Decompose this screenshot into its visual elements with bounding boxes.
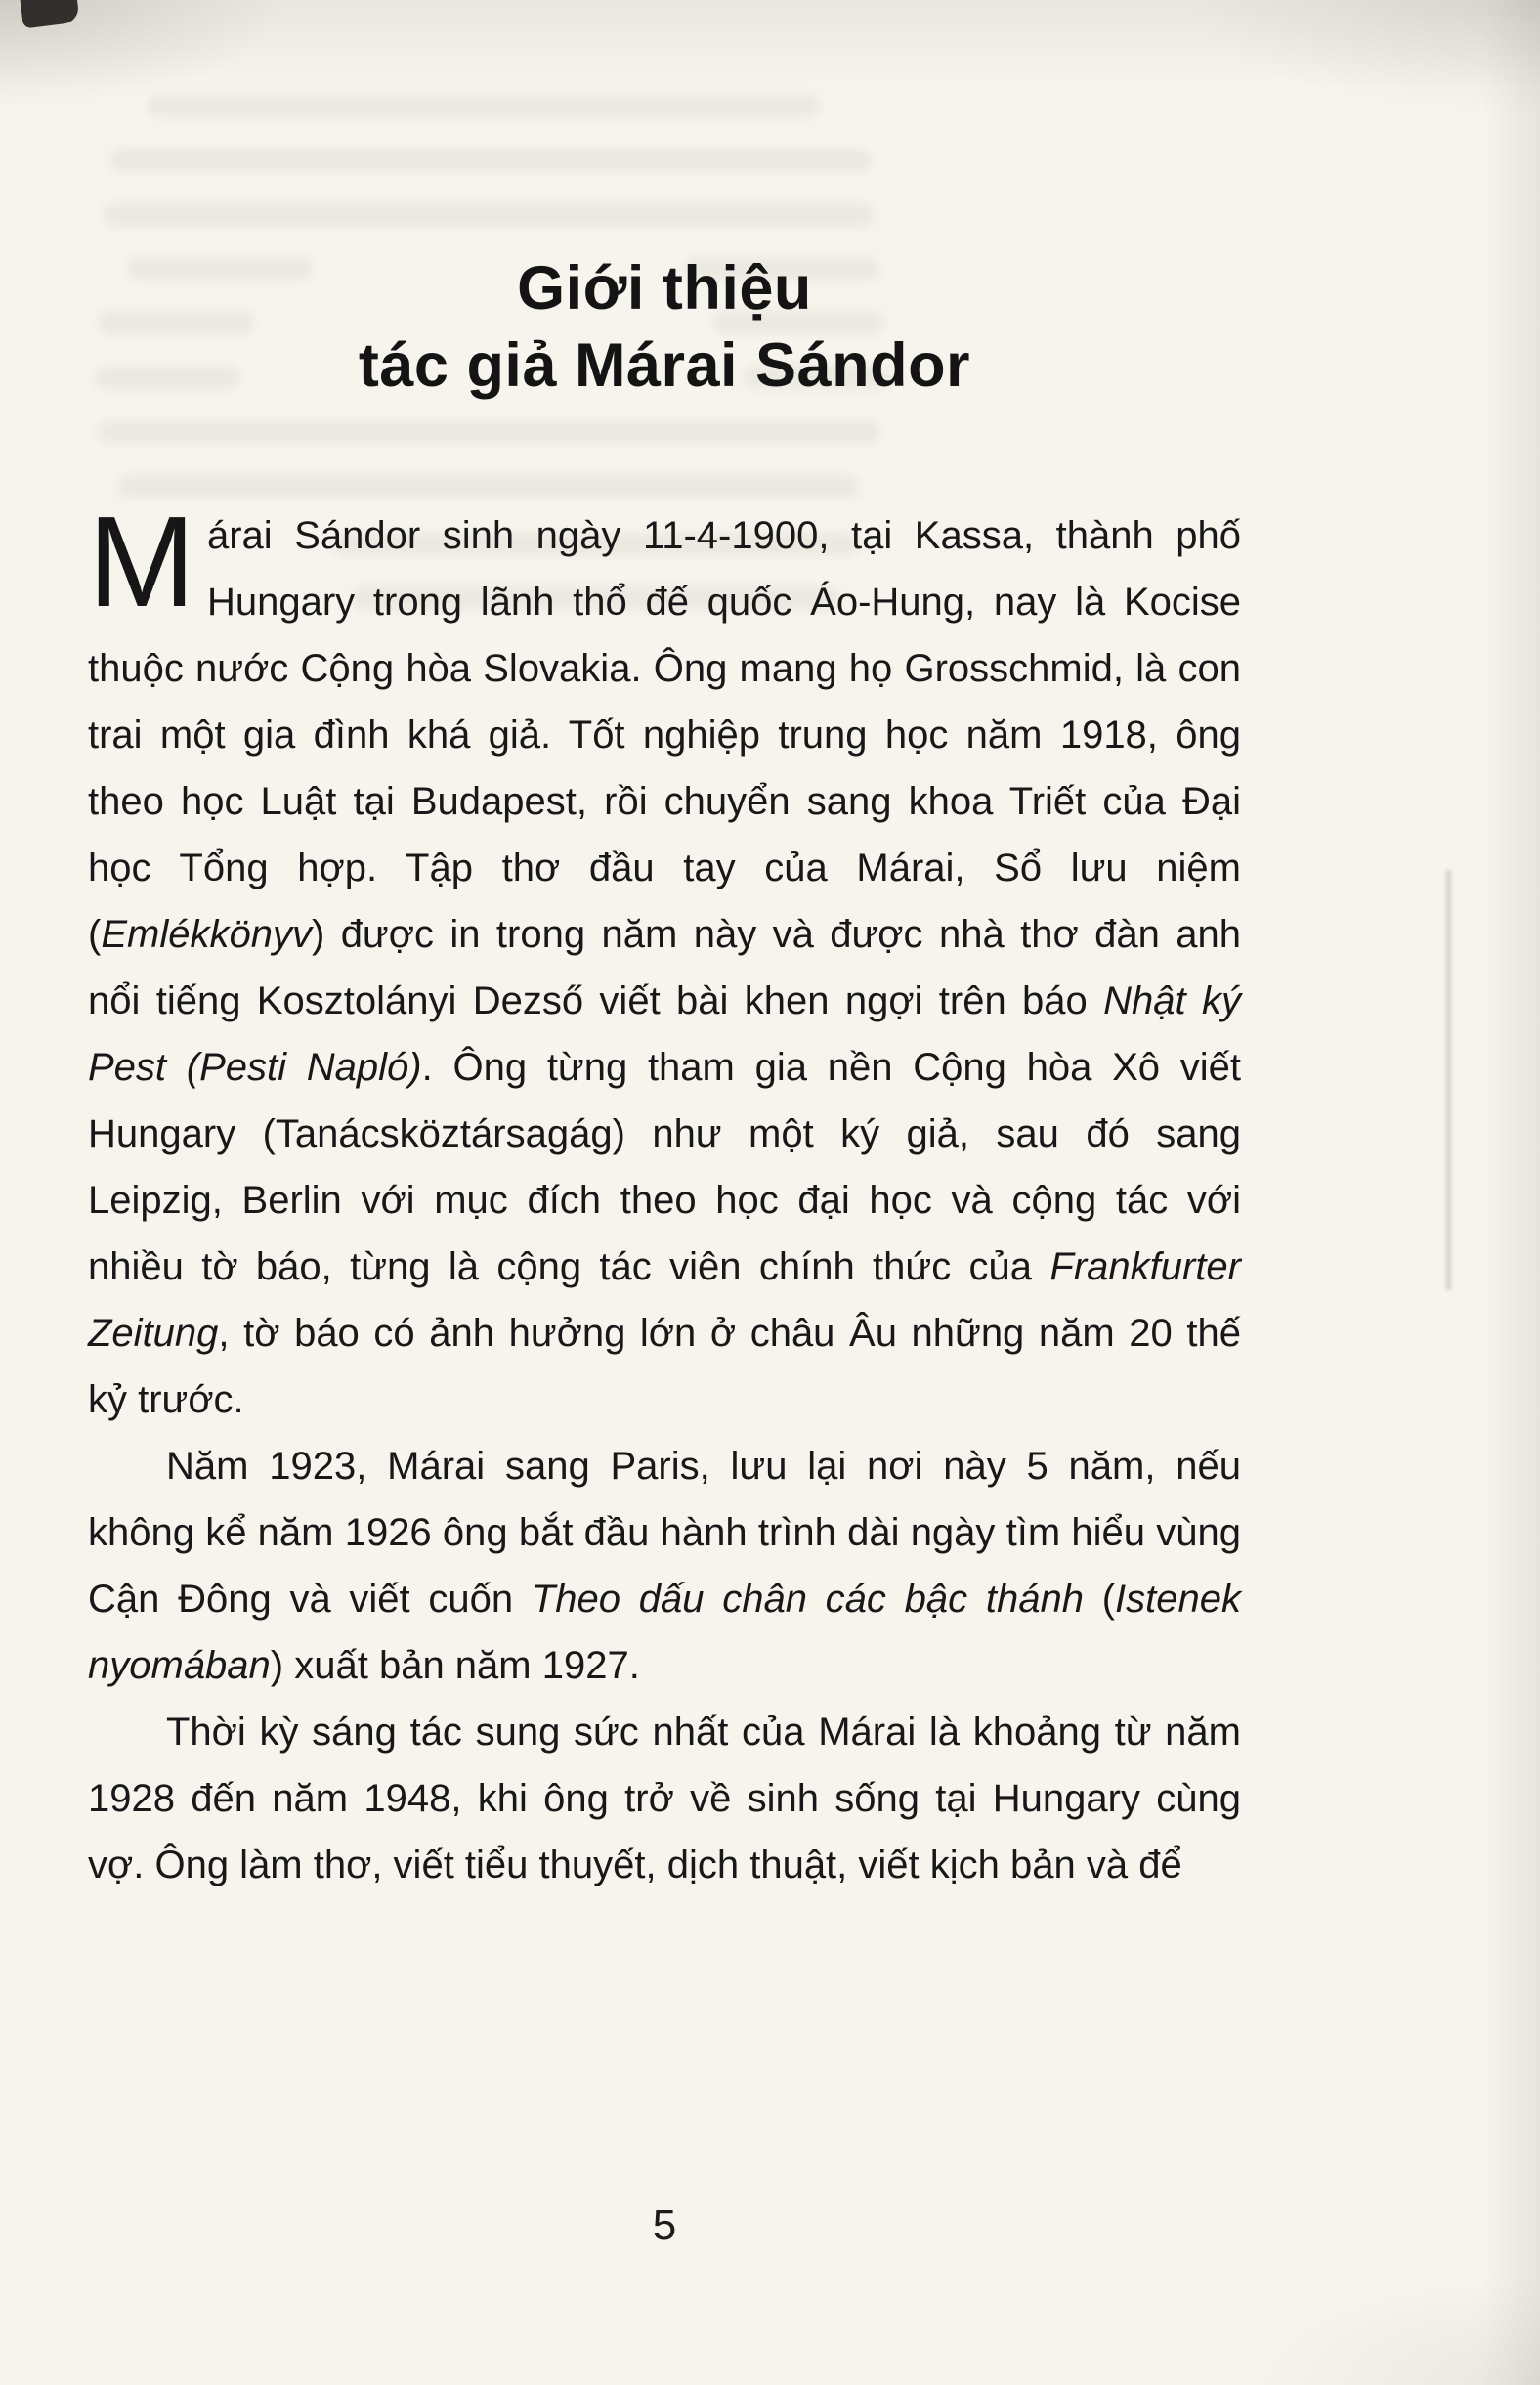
text-segment-italic: Istenek nyomában [88, 1578, 1241, 1687]
text-segment: . Ông từng tham gia nền Cộng hòa Xô viết Hungary (Tanácsköztársagág) như một ký giả, sau đó sang Leipzig, Berlin với mục đích theo học đại học và cộng tác với nhiều tờ báo, từng là cộng tác viên chính thức của [88, 1046, 1241, 1288]
paragraph-1 [88, 490, 1241, 1433]
text-segment: ) được in trong năm này và được nhà thơ đàn anh nổi tiếng Kosztolányi Dezső viết bài khen ngợi trên báo [88, 913, 1241, 1022]
text-segment: Năm 1923, Márai sang Paris, lưu lại nơi này 5 năm, nếu không kể năm 1926 ông bắt đầu hành trình dài ngày tìm hiểu vùng Cận Đông và viết cuốn [88, 1445, 1241, 1621]
bleedthrough-line [109, 149, 872, 172]
text-segment: Thời kỳ sáng tác sung sức nhất của Márai là khoảng từ năm 1928 đến năm 1948, khi ông trở về sinh sống tại Hungary cùng vợ. Ông làm thơ, viết tiểu thuyết, dịch thuật, viết kịch bản và để [88, 1711, 1241, 1886]
text-segment-italic: Frankfurter Zeitung [88, 1245, 1241, 1355]
title-line-1: Giới thiệu [517, 254, 812, 323]
drop-cap: M [88, 490, 195, 633]
text-segment: ( [1083, 1578, 1116, 1621]
bleedthrough-line [103, 203, 875, 227]
text-segment-italic: Emlékkönyv [101, 913, 312, 956]
title-line-2: tác giả Márai Sándor [358, 331, 971, 400]
bleedthrough-line [147, 94, 821, 117]
text-segment-italic: Theo dấu chân các bậc thánh [531, 1578, 1084, 1621]
scan-artifact-corner [20, 0, 79, 28]
text-segment: ) xuất bản năm 1927. [270, 1644, 640, 1687]
bleedthrough-line [117, 475, 860, 499]
paragraph-2 [88, 1433, 1241, 1699]
body-text [88, 490, 1241, 1898]
page-title [88, 250, 1241, 405]
text-segment: árai Sándor sinh ngày 11-4-1900, tại Kassa, thành phố Hungary trong lãnh thổ đế quốc Áo-Hung, nay là Kocise thuộc nước Cộng hòa Slovakia. Ông mang họ Grosschmid, là con trai một gia đình khá giả. Tốt nghiệp trung học năm 1918, ông theo học Luật tại Budapest, rồi chuyển sang khoa Triết của Đại học Tổng hợp. Tập thơ đầu tay của Márai, Sổ lưu niệm ( [88, 514, 1241, 956]
page-number: 5 [652, 2201, 677, 2249]
scan-streak [1446, 870, 1451, 1290]
text-segment: , tờ báo có ảnh hưởng lớn ở châu Âu những năm 20 thế kỷ trước. [88, 1312, 1241, 1421]
bleedthrough-line [98, 420, 879, 444]
paragraph-3 [88, 1699, 1241, 1898]
text-segment-italic: Nhật ký Pest (Pesti Napló) [88, 979, 1241, 1089]
